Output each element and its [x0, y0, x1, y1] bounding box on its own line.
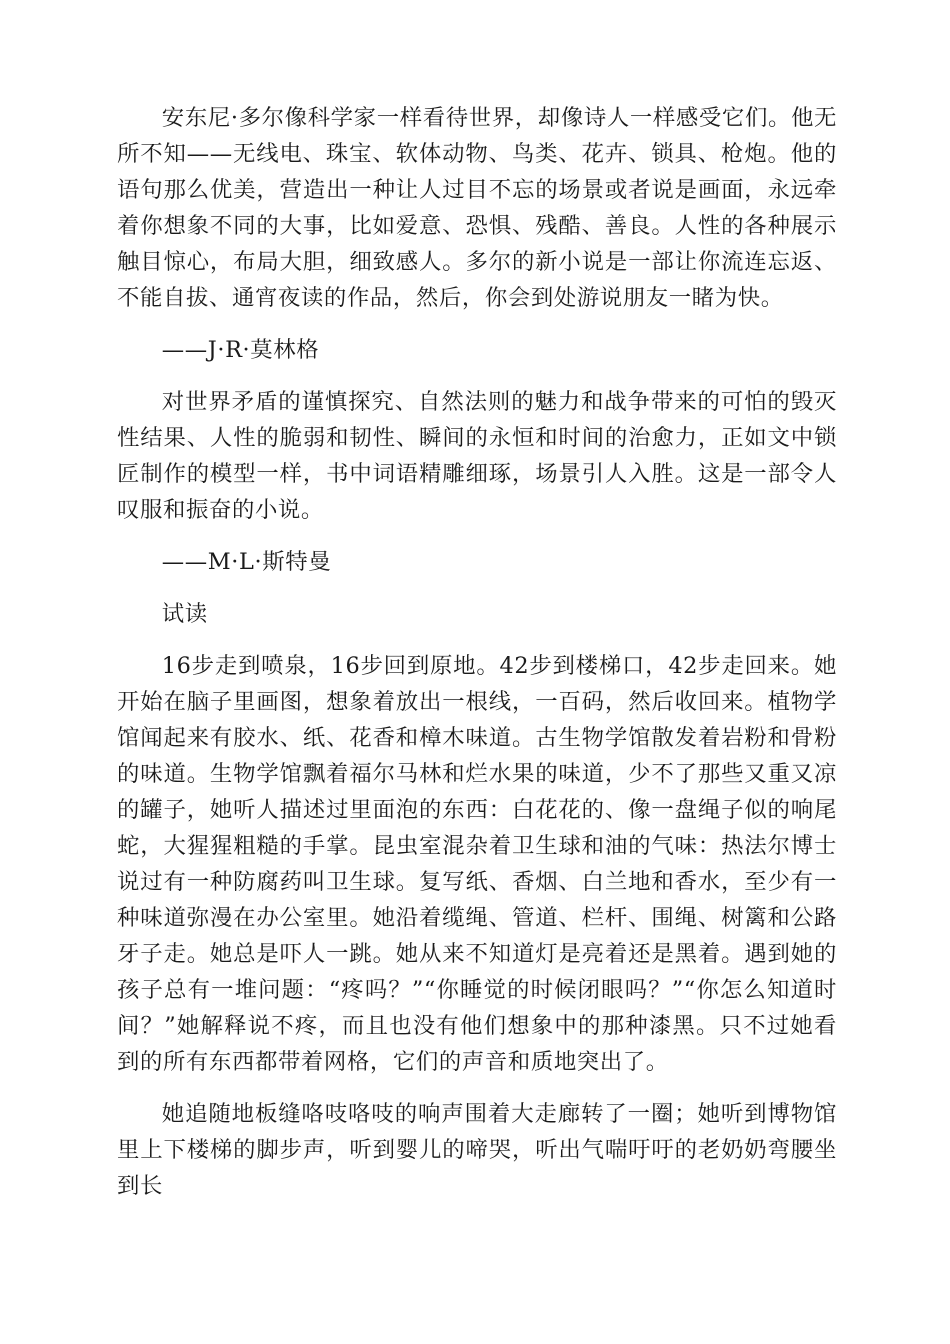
excerpt-paragraph-1: 16步走到喷泉，16步回到原地。42步到楼梯口，42步走回来。她开始在脑子里画图，想象着放出一根线，一百码，然后收回来。植物学馆闻起来有胶水、纸、花香和樟木味道。古生物学馆散发着岩粉和骨粉的味道。生物学馆飘着福尔马林和烂水果的味道，少不了那些又重又凉的罐子，她听人描述过里面泡的东西：白花花的、像一盘绳子似的响尾蛇，大猩猩粗糙的手掌。昆虫室混杂着卫生球和油的气味：热法尔博士说过有一种防腐药叫卫生球。复写纸、香烟、白兰地和香水，至少有一种味道弥漫在办公室里。她沿着缆绳、管道、栏杆、围绳、树篱和公路牙子走。她总是吓人一跳。她从来不知道灯是亮着还是黑着。遇到她的孩子总有一堆问题：“疼吗？”“你睡觉的时候闭眼吗？”“你怎么知道时间？”她解释说不疼，而且也没有他们想象中的那种漆黑。只不过她看到的所有东西都带着网格，它们的声音和质地突出了。	[117, 653, 837, 1075]
review-attribution-stedman: ——M·L·斯特曼	[161, 549, 332, 575]
review-paragraph-doerr: 安东尼·多尔像科学家一样看待世界，却像诗人一样感受它们。他无所不知——无线电、珠宝、软体动物、鸟类、花卉、锁具、枪炮。他的语句那么优美，营造出一种让人过目不忘的场景或者说是画面，永远牵着你想象不同的大事，比如爱意、恐惧、残酷、善良。人性的各种展示触目惊心，布局大胆，细致感人。多尔的新小说是一部让你流连忘返、不能自拔、通宵夜读的作品，然后，你会到处游说朋友一睹为快。	[117, 105, 837, 311]
review-attribution-moehringer: ——J·R·莫林格	[161, 337, 320, 363]
review-paragraph-stedman: 对世界矛盾的谨慎探究、自然法则的魅力和战争带来的可怕的毁灭性结果、人性的脆弱和韧性、瞬间的永恒和时间的治愈力，正如文中锁匠制作的模型一样，书中词语精雕细琢，场景引人入胜。这是一部令人叹服和振奋的小说。	[117, 389, 837, 523]
document-page	[117, 100, 837, 1204]
excerpt-paragraph-2: 她追随地板缝咯吱咯吱的响声围着大走廊转了一圈；她听到博物馆里上下楼梯的脚步声，听到婴儿的啼哭，听出气喘吁吁的老奶奶弯腰坐到长	[117, 1101, 837, 1199]
section-heading-excerpt: 试读	[161, 601, 208, 627]
